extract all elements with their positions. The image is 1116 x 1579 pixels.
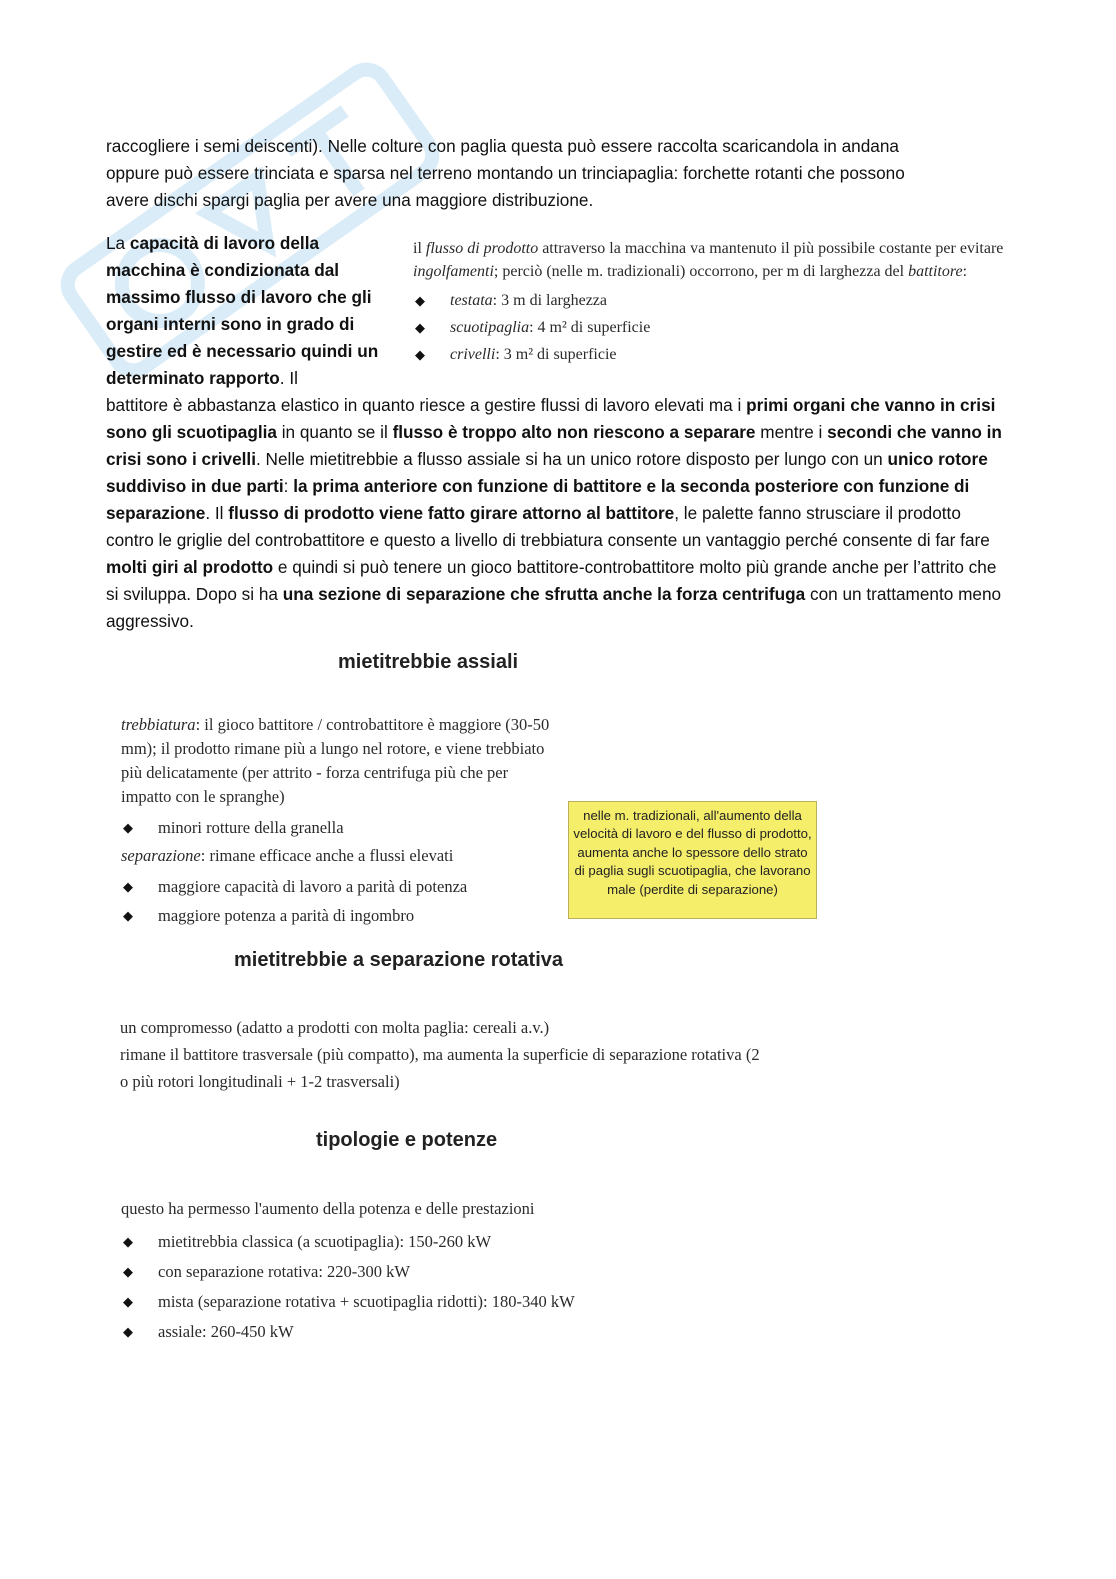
list-item: ◆ scuotipaglia: 4 m² di superficie bbox=[413, 314, 1013, 341]
axial-figure bbox=[121, 713, 561, 930]
list-item: ◆ assiale: 260-450 kW bbox=[121, 1317, 761, 1347]
list-item: ◆ mietitrebbia classica (a scuotipaglia): 150-260 kW bbox=[121, 1227, 761, 1257]
types-intro: questo ha permesso l'aumento della potenza e delle prestazioni bbox=[121, 1199, 535, 1218]
section-title-rotary: mietitrebbie a separazione rotativa bbox=[234, 949, 564, 971]
types-figure bbox=[121, 1195, 761, 1347]
rotary-line: rimane il battitore trasversale (più compatto), ma aumenta la superficie di separazione rotativa (2 o più rotori longitudinali + 1-2 trasversali) bbox=[120, 1045, 760, 1091]
flux-text: il flusso di prodotto attraverso la macchina va mantenuto il più possibile costante per evitare ingolfamenti; perciò (nelle m. tradizionali) occorrono, per m di larghezza del battitore: bbox=[413, 240, 1004, 280]
list-item: ◆ minori rotture della granella bbox=[121, 813, 561, 842]
axial-threshing: trebbiatura: il gioco battitore / controbattitore è maggiore (30-50 mm); il prodotto rimane più a lungo nel rotore, e viene trebbiato più delicatamente (per attrito - forza centrifuga più che per impatto con le spranghe) bbox=[121, 715, 550, 806]
list-item: ◆ crivelli: 3 m² di superficie bbox=[413, 341, 1013, 368]
intro-line: avere dischi spargi paglia per avere una maggiore distribuzione. bbox=[106, 190, 594, 210]
rotary-line: un compromesso (adatto a prodotti con molta paglia: cereali a.v.) bbox=[120, 1018, 550, 1037]
list-item: ◆ maggiore capacità di lavoro a parità di potenza bbox=[121, 872, 561, 901]
intro-line: oppure può essere trinciata e sparsa nel terreno montando un trinciapaglia: forchette rotanti che possono bbox=[106, 163, 905, 183]
note-box: nelle m. tradizionali, all'aumento della velocità di lavoro e del flusso di prodotto, aumenta anche lo spessore dello strato di paglia sugli scuotipaglia, che lavorano male (perdite di separazione) bbox=[568, 801, 817, 919]
body-paragraph: battitore è abbastanza elastico in quanto riesce a gestire flussi di lavoro elevati ma i primi organi che vanno in crisi sono gli scuotipaglia in quanto se il flusso è troppo alto non riescono a separare mentre i secondi che vanno in crisi sono i crivelli. Nelle mietitrebbie a flusso assiale si ha un unico rotore disposto per lungo con un unico rotore suddiviso in due parti: la prima anteriore con funzione di battitore e la seconda posteriore con funzione di separazione. Il flusso di prodotto viene fatto girare attorno al battitore, le palette fanno strusciare il prodotto contro le griglie del controbattitore e questo a livello di trebbiatura consente un vantaggio perché consente di far fare molti giri al prodotto e quindi si può tenere un gioco battitore-controbattitore molto più grande anche per l’attrito che si sviluppa. Dopo si ha una sezione di separazione che sfrutta anche la forza centrifuga con un trattamento meno aggressivo. bbox=[106, 395, 1002, 631]
rotary-figure bbox=[120, 1014, 760, 1095]
list-item: ◆ con separazione rotativa: 220-300 kW bbox=[121, 1257, 761, 1287]
section-title-types: tipologie e potenze bbox=[316, 1129, 498, 1151]
types-list bbox=[121, 1227, 761, 1347]
capacity-bold: capacità di lavoro della macchina è condizionata dal massimo flusso di lavoro che gli organi interni sono in grado di gestire ed è necessario quindi un determinato rapporto bbox=[106, 233, 379, 388]
list-item: ◆ mista (separazione rotativa + scuotipaglia ridotti): 180-340 kW bbox=[121, 1287, 761, 1317]
list-item: ◆ maggiore potenza a parità di ingombro bbox=[121, 901, 561, 930]
flux-list bbox=[413, 287, 1013, 368]
section-title-axial: mietitrebbie assiali bbox=[338, 651, 519, 673]
capacity-paragraph: La capacità di lavoro della macchina è condizionata dal massimo flusso di lavoro che gli organi interni sono in grado di gestire ed è necessario quindi un determinato rapporto. Il bbox=[106, 233, 379, 388]
flux-figure bbox=[413, 238, 1013, 368]
intro-line: raccogliere i semi deiscenti). Nelle colture con paglia questa può essere raccolta scaricandola in andana bbox=[106, 136, 899, 156]
list-item: ◆ testata: 3 m di larghezza bbox=[413, 287, 1013, 314]
axial-separation: separazione: rimane efficace anche a flussi elevati bbox=[121, 846, 454, 865]
intro-paragraph bbox=[106, 133, 1006, 214]
